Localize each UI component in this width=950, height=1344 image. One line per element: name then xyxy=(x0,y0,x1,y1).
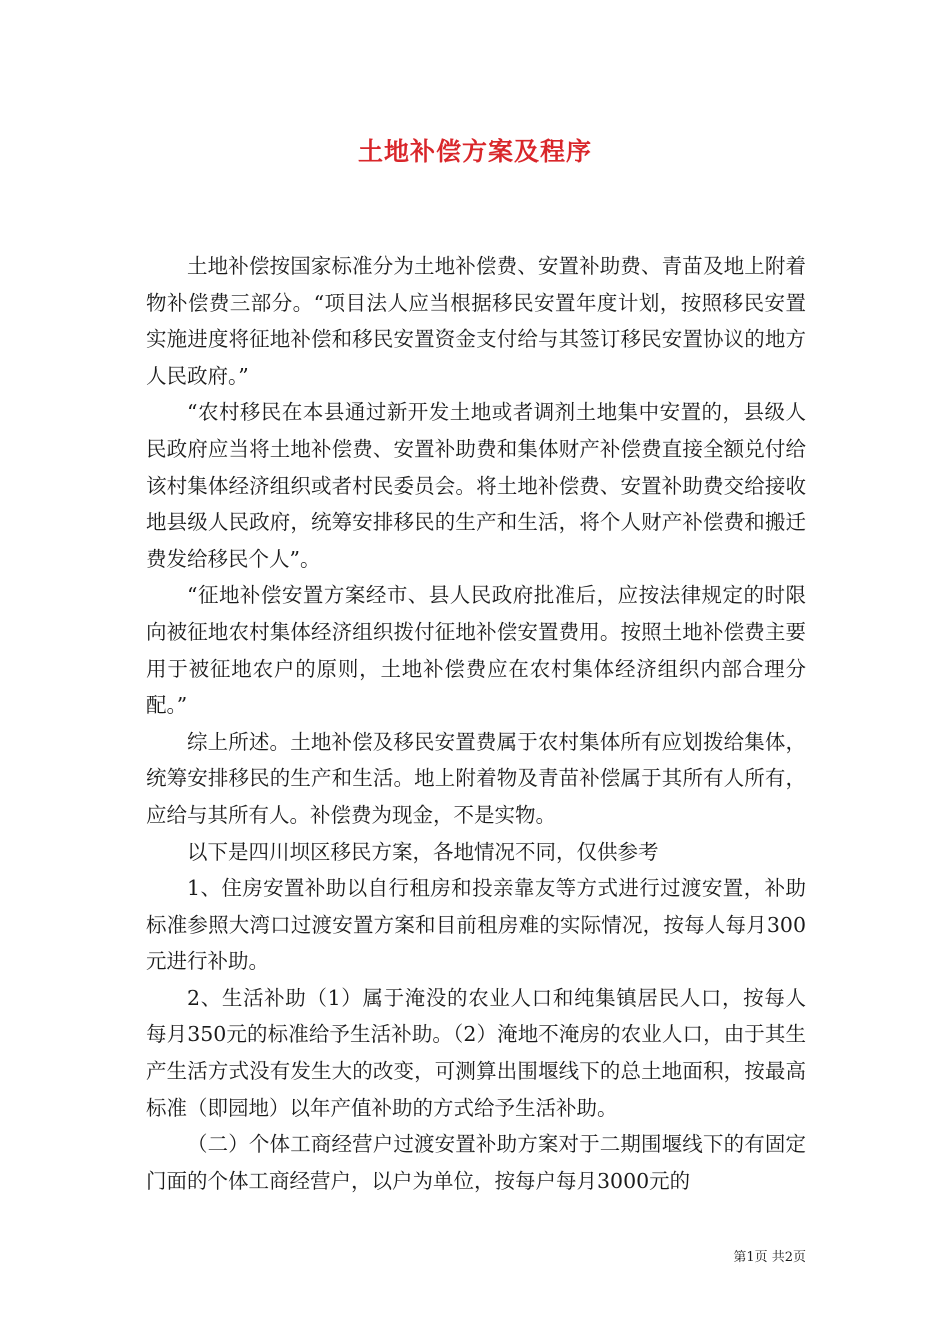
page-number-footer: 第1页 共2页 xyxy=(733,1250,806,1265)
paragraph: （二）个体工商经营户过渡安置补助方案对于二期围堰线下的有固定门面的个体工商经营户，以户为单位，按每户每月3000元的 xyxy=(146,1132,806,1193)
paragraph: 1、住房安置补助以自行租房和投亲靠友等方式进行过渡安置，补助标准参照大湾口过渡安置方案和目前租房难的实际情况，按每人每月300元进行补助。 xyxy=(146,876,806,974)
document-title: 土地补偿方案及程序 xyxy=(357,137,592,166)
paragraph: 2、生活补助（1）属于淹没的农业人口和纯集镇居民人口，按每人每月350元的标准给予生活补助。（2）淹地不淹房的农业人口，由于其生产生活方式没有发生大的改变，可测算出围堰线下的总土地面积，按最高标准（即园地）以年产值补助的方式给予生活补助。 xyxy=(146,985,806,1120)
paragraph: 综上所述。土地补偿及移民安置费属于农村集体所有应划拨给集体，统筹安排移民的生产和生活。地上附着物及青苗补偿属于其所有人所有，应给与其所有人。补偿费为现金，不是实物。 xyxy=(146,729,806,827)
paragraph: 土地补偿按国家标准分为土地补偿费、安置补助费、青苗及地上附着物补偿费三部分。“项目法人应当根据移民安置年度计划，按照移民安置实施进度将征地补偿和移民安置资金支付给与其签订移民安置协议的地方人民政府。” xyxy=(146,254,806,388)
paragraph: “征地补偿安置方案经市、县人民政府批准后，应按法律规定的时限向被征地农村集体经济组织拨付征地补偿安置费用。按照土地补偿费主要用于被征地农户的原则，土地补偿费应在农村集体经济组织内部合理分配。” xyxy=(146,583,806,718)
paragraph: “农村移民在本县通过新开发土地或者调剂土地集中安置的，县级人民政府应当将土地补偿费、安置补助费和集体财产补偿费直接全额兑付给该村集体经济组织或者村民委员会。将土地补偿费、安置补助费交给接收地县级人民政府，统筹安排移民的生产和生活，将个人财产补偿费和搬迁费发给移民个人”。 xyxy=(146,400,806,571)
document-body xyxy=(146,248,806,1199)
paragraph: 以下是四川坝区移民方案，各地情况不同，仅供参考 xyxy=(187,839,659,864)
